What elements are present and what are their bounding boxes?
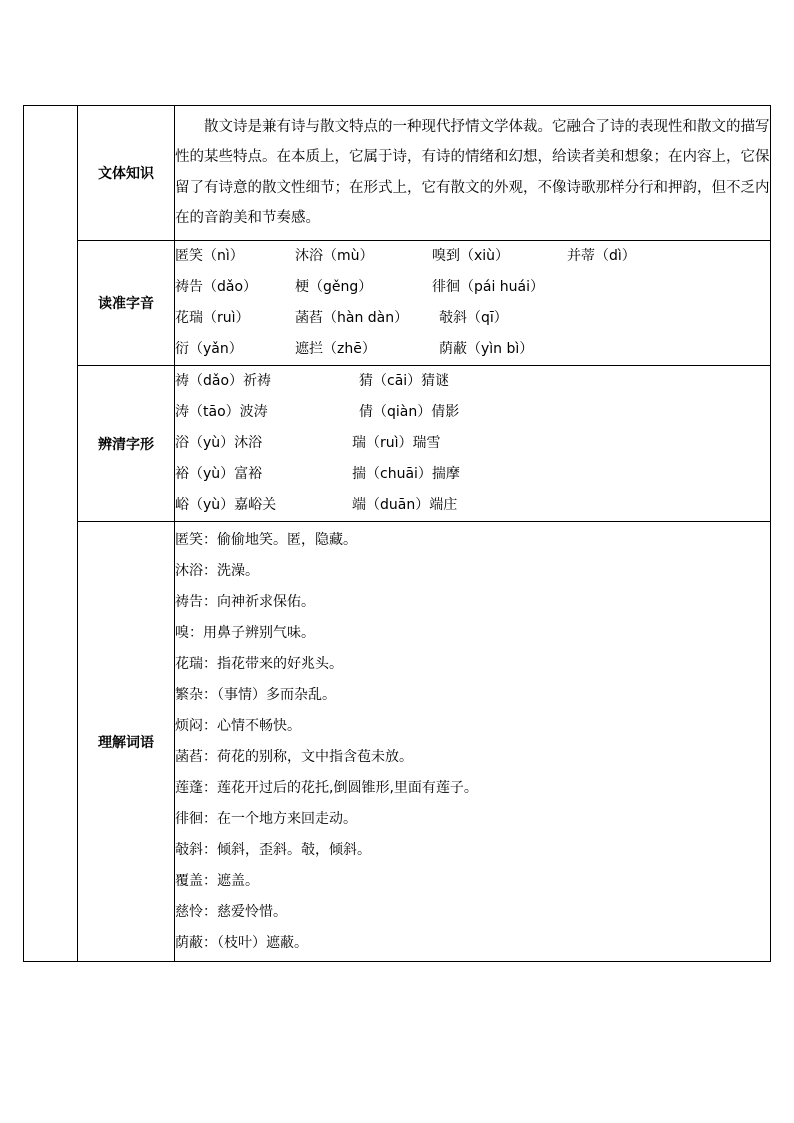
character-form-row	[175, 366, 770, 397]
vocabulary-item: 攲斜：倾斜，歪斜。攲，倾斜。	[175, 842, 371, 858]
pronunciation-item: 沐浴（mù）	[295, 248, 374, 264]
section-label: 文体知识	[78, 106, 175, 241]
character-form-row	[175, 490, 770, 521]
character-form-item: 瑞（ruì）瑞雪	[352, 435, 441, 451]
pronunciation-item: 徘徊（pái huái）	[432, 279, 545, 295]
character-form-row	[175, 459, 770, 490]
section-content	[175, 366, 771, 522]
vocabulary-item: 荫蔽：（枝叶）遮蔽。	[175, 935, 308, 951]
pronunciation-row	[175, 272, 770, 303]
vocabulary-item: 匿笑：偷偷地笑。匿，隐藏。	[175, 532, 357, 548]
character-form-item: 揣（chuāi）揣摩	[352, 466, 460, 482]
pronunciation-row	[175, 334, 770, 365]
section-content	[175, 522, 771, 962]
vocabulary-list	[175, 522, 770, 961]
character-form-item: 涛（tāo）波涛	[175, 404, 268, 420]
character-form-item: 倩（qiàn）倩影	[359, 404, 460, 420]
vocabulary-item: 沐浴：洗澡。	[175, 563, 259, 579]
vocabulary-item: 莲蓬：莲花开过后的花托,倒圆锥形,里面有莲子。	[175, 780, 478, 796]
pronunciation-item: 花瑞（ruì）	[175, 310, 250, 326]
vocabulary-item: 嗅：用鼻子辨别气味。	[175, 625, 315, 641]
character-form-item: 裕（yù）富裕	[175, 466, 263, 482]
pronunciation-item: 衍（yǎn）	[175, 341, 243, 357]
section-vocabulary	[24, 522, 771, 962]
pronunciation-row	[175, 303, 770, 334]
vocabulary-item: 花瑞：指花带来的好兆头。	[175, 656, 343, 672]
pronunciation-row	[175, 241, 770, 272]
character-form-item: 峪（yù）嘉峪关	[175, 497, 277, 513]
section-content	[175, 241, 771, 366]
character-form-row	[175, 428, 770, 459]
character-form-item: 猜（cāi）猜谜	[359, 373, 450, 389]
genre-paragraph: 散文诗是兼有诗与散文特点的一种现代抒情文学体裁。它融合了诗的表现性和散文的描写性的某些特点。在本质上，它属于诗，有诗的情绪和幻想，给读者美和想象；在内容上，它保留了有诗意的散文性细节；在形式上，它有散文的外观，不像诗歌那样分行和押韵，但不乏内在的音韵美和节奏感。	[175, 118, 770, 226]
section-label: 读准字音	[78, 241, 175, 366]
vocabulary-item: 徘徊：在一个地方来回走动。	[175, 811, 357, 827]
character-form-item: 浴（yù）沐浴	[175, 435, 263, 451]
vocabulary-item: 慈怜：慈爱怜惜。	[175, 904, 287, 920]
character-form-item: 祷（dǎo）祈祷	[175, 373, 272, 389]
section-genre-knowledge	[24, 106, 771, 241]
pronunciation-item: 菡萏（hàn dàn）	[295, 310, 409, 326]
character-form-row	[175, 397, 770, 428]
section-character-forms	[24, 366, 771, 522]
character-form-item: 端（duān）端庄	[352, 497, 458, 513]
vocabulary-item: 繁杂：（事情）多而杂乱。	[175, 687, 336, 703]
pronunciation-item: 匿笑（nì）	[175, 248, 244, 264]
section-label: 辨清字形	[78, 366, 175, 522]
section-pronunciation	[24, 241, 771, 366]
pronunciation-item: 嗅到（xiù）	[432, 248, 510, 264]
section-label: 理解词语	[78, 522, 175, 962]
vocabulary-item: 祷告：向神祈求保佑。	[175, 594, 315, 610]
pronunciation-item: 遮拦（zhē）	[295, 341, 376, 357]
pronunciation-item: 并蒂（dì）	[567, 248, 636, 264]
blank-left-column	[24, 106, 78, 962]
pronunciation-item: 梗（gěng）	[295, 279, 373, 295]
section-content	[175, 106, 771, 241]
study-notes-table	[23, 105, 771, 962]
pronunciation-item: 攲斜（qī）	[439, 310, 508, 326]
vocabulary-item: 覆盖：遮盖。	[175, 873, 259, 889]
pronunciation-item: 祷告（dǎo）	[175, 279, 258, 295]
pronunciation-item: 荫蔽（yìn bì）	[439, 341, 534, 357]
vocabulary-item: 烦闷：心情不畅快。	[175, 718, 301, 734]
vocabulary-item: 菡萏：荷花的别称，文中指含苞未放。	[175, 749, 413, 765]
